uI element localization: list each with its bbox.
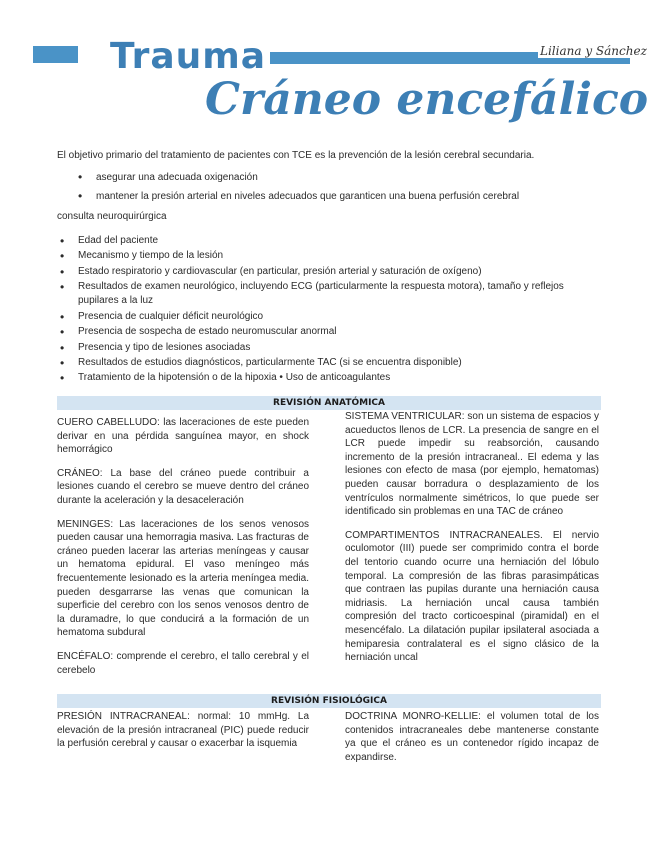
anatomica-paragraph [345, 410, 599, 519]
consulta-checklist [56, 234, 604, 387]
checklist-item: • Resultados de examen neurológico, incluyendo ECG (particularmente la respuesta motora), tamaño y reflejos pupilares a la luz [56, 280, 604, 308]
goal-item: • mantener la presión arterial en niveles adecuados que garanticen una buena perfusión cerebral [74, 187, 614, 206]
page-title: Trauma [110, 36, 267, 77]
section-header-fisiologica: REVISIÓN FISIOLÓGICA [57, 694, 601, 708]
checklist-item: • Mecanismo y tiempo de la lesión [56, 249, 604, 263]
anatomica-paragraph [57, 518, 309, 640]
term: CRÁNEO: [57, 467, 103, 479]
term-text: Las laceraciones de los senos venosos pueden causar una hemorragia masiva. Las fracturas de cráneo pueden lacerar las arterias meníngeas y causar un hematoma epidural. El vaso meníngeo más frecuentemente lesionado es la arteria meníngea media. pueden desgarrarse las venas que comunican la superficie del cerebro con los senos venosos dentro de la duramadre, lo que conducirá a la formación de un hematoma subdural [57, 518, 309, 639]
term-text: La base del cráneo puede contribuir a lesiones cuando el cerebro se mueve dentro del cráneo durante la aceleración y la desaceleración [57, 467, 309, 506]
checklist-item: • Edad del paciente [56, 234, 604, 248]
term: SISTEMA VENTRICULAR: [345, 411, 465, 422]
checklist-item: • Presencia de cualquier déficit neurológico [56, 310, 604, 324]
anatomica-paragraph [57, 650, 309, 677]
term: COMPARTIMENTOS INTRACRANEALES. [345, 529, 543, 541]
checklist-item: • Resultados de estudios diagnósticos, particularmente TAC (si se encuentra disponible) [56, 356, 604, 370]
consulta-label: consulta neuroquirúrgica [57, 211, 167, 222]
checklist-item: • Tratamiento de la hipotensión o de la hipoxia • Uso de anticoagulantes [56, 371, 604, 385]
anatomica-paragraph [57, 416, 309, 457]
fisiologica-right-column [345, 710, 599, 774]
anatomica-paragraph [57, 467, 309, 508]
anatomica-left-column [57, 416, 309, 687]
term: MENINGES: [57, 518, 114, 530]
goals-list [74, 168, 614, 206]
goal-item: • asegurar una adecuada oxigenación [74, 168, 614, 187]
term: ENCÉFALO: [57, 650, 114, 662]
author-signature: Liliana y Sánchez [540, 44, 647, 58]
term-text: normal: 10 mmHg. La elevación de la presión intracraneal (PIC) puede reducir la perfusión cerebral y causar o exacerbar la isquemia [57, 711, 310, 750]
term-text: El nervio oculomotor (III) puede ser comprimido contra el borde del tentorio cuando ocurre una herniación del lóbulo temporal. La compresión de las fibras parasimpáticas que contraen las pupilas durante una herniación causa midriasis. La herniación uncal causa también compresión del tracto corticoespinal (piramidal) en el mesencéfalo. La dilatación pupilar ipsilateral asociada a hemiparesia contralateral es el signo clásico de la herniación uncal [345, 529, 600, 664]
decorative-bar-left [33, 46, 78, 63]
anatomica-right-column [345, 410, 599, 675]
term: PRESIÓN INTRACRANEAL: [57, 711, 190, 722]
fisiologica-paragraph [345, 710, 599, 764]
term-text: son un sistema de espacios y acueductos llenos de LCR. La presencia de sangre en el LCR puede impedir su reabsorción, causando incremento de la presión intracraneal.. El edema y las lesiones con efecto de masa (por ejemplo, hematomas) pueden causar borradura o desplazamiento de los ventrículos normalmente simétricos, lo que puede ser identificado sin problemas en una TAC de cráneo [345, 411, 600, 518]
intro-text: El objetivo primario del tratamiento de pacientes con TCE es la prevención de la lesión cerebral secundaria. [57, 150, 535, 161]
anatomica-paragraph [345, 529, 599, 665]
section-header-anatomica: REVISIÓN ANATÓMICA [57, 396, 601, 410]
checklist-item: • Estado respiratorio y cardiovascular (en particular, presión arterial y saturación de oxígeno) [56, 265, 604, 279]
term-text: las laceraciones de este pueden derivar en una pérdida sanguínea mayor, en shock hemorrágico [57, 417, 310, 456]
fisiologica-paragraph [57, 710, 309, 751]
checklist-item: • Presencia y tipo de lesiones asociadas [56, 341, 604, 355]
term-text: el volumen total de los contenidos intracraneales debe mantenerse constante ya que el cráneo es un contenedor rígido incapaz de expandirse. [345, 711, 599, 763]
term: DOCTRINA MONRO-KELLIE: [345, 711, 481, 722]
page-subtitle: Cráneo encefálico [205, 74, 649, 125]
term-text: comprende el cerebro, el tallo cerebral y el cerebelo [57, 650, 310, 676]
term: CUERO CABELLUDO: [57, 417, 160, 428]
checklist-item: • Presencia de sospecha de estado neuromuscular anormal [56, 325, 604, 339]
fisiologica-left-column [57, 710, 309, 761]
